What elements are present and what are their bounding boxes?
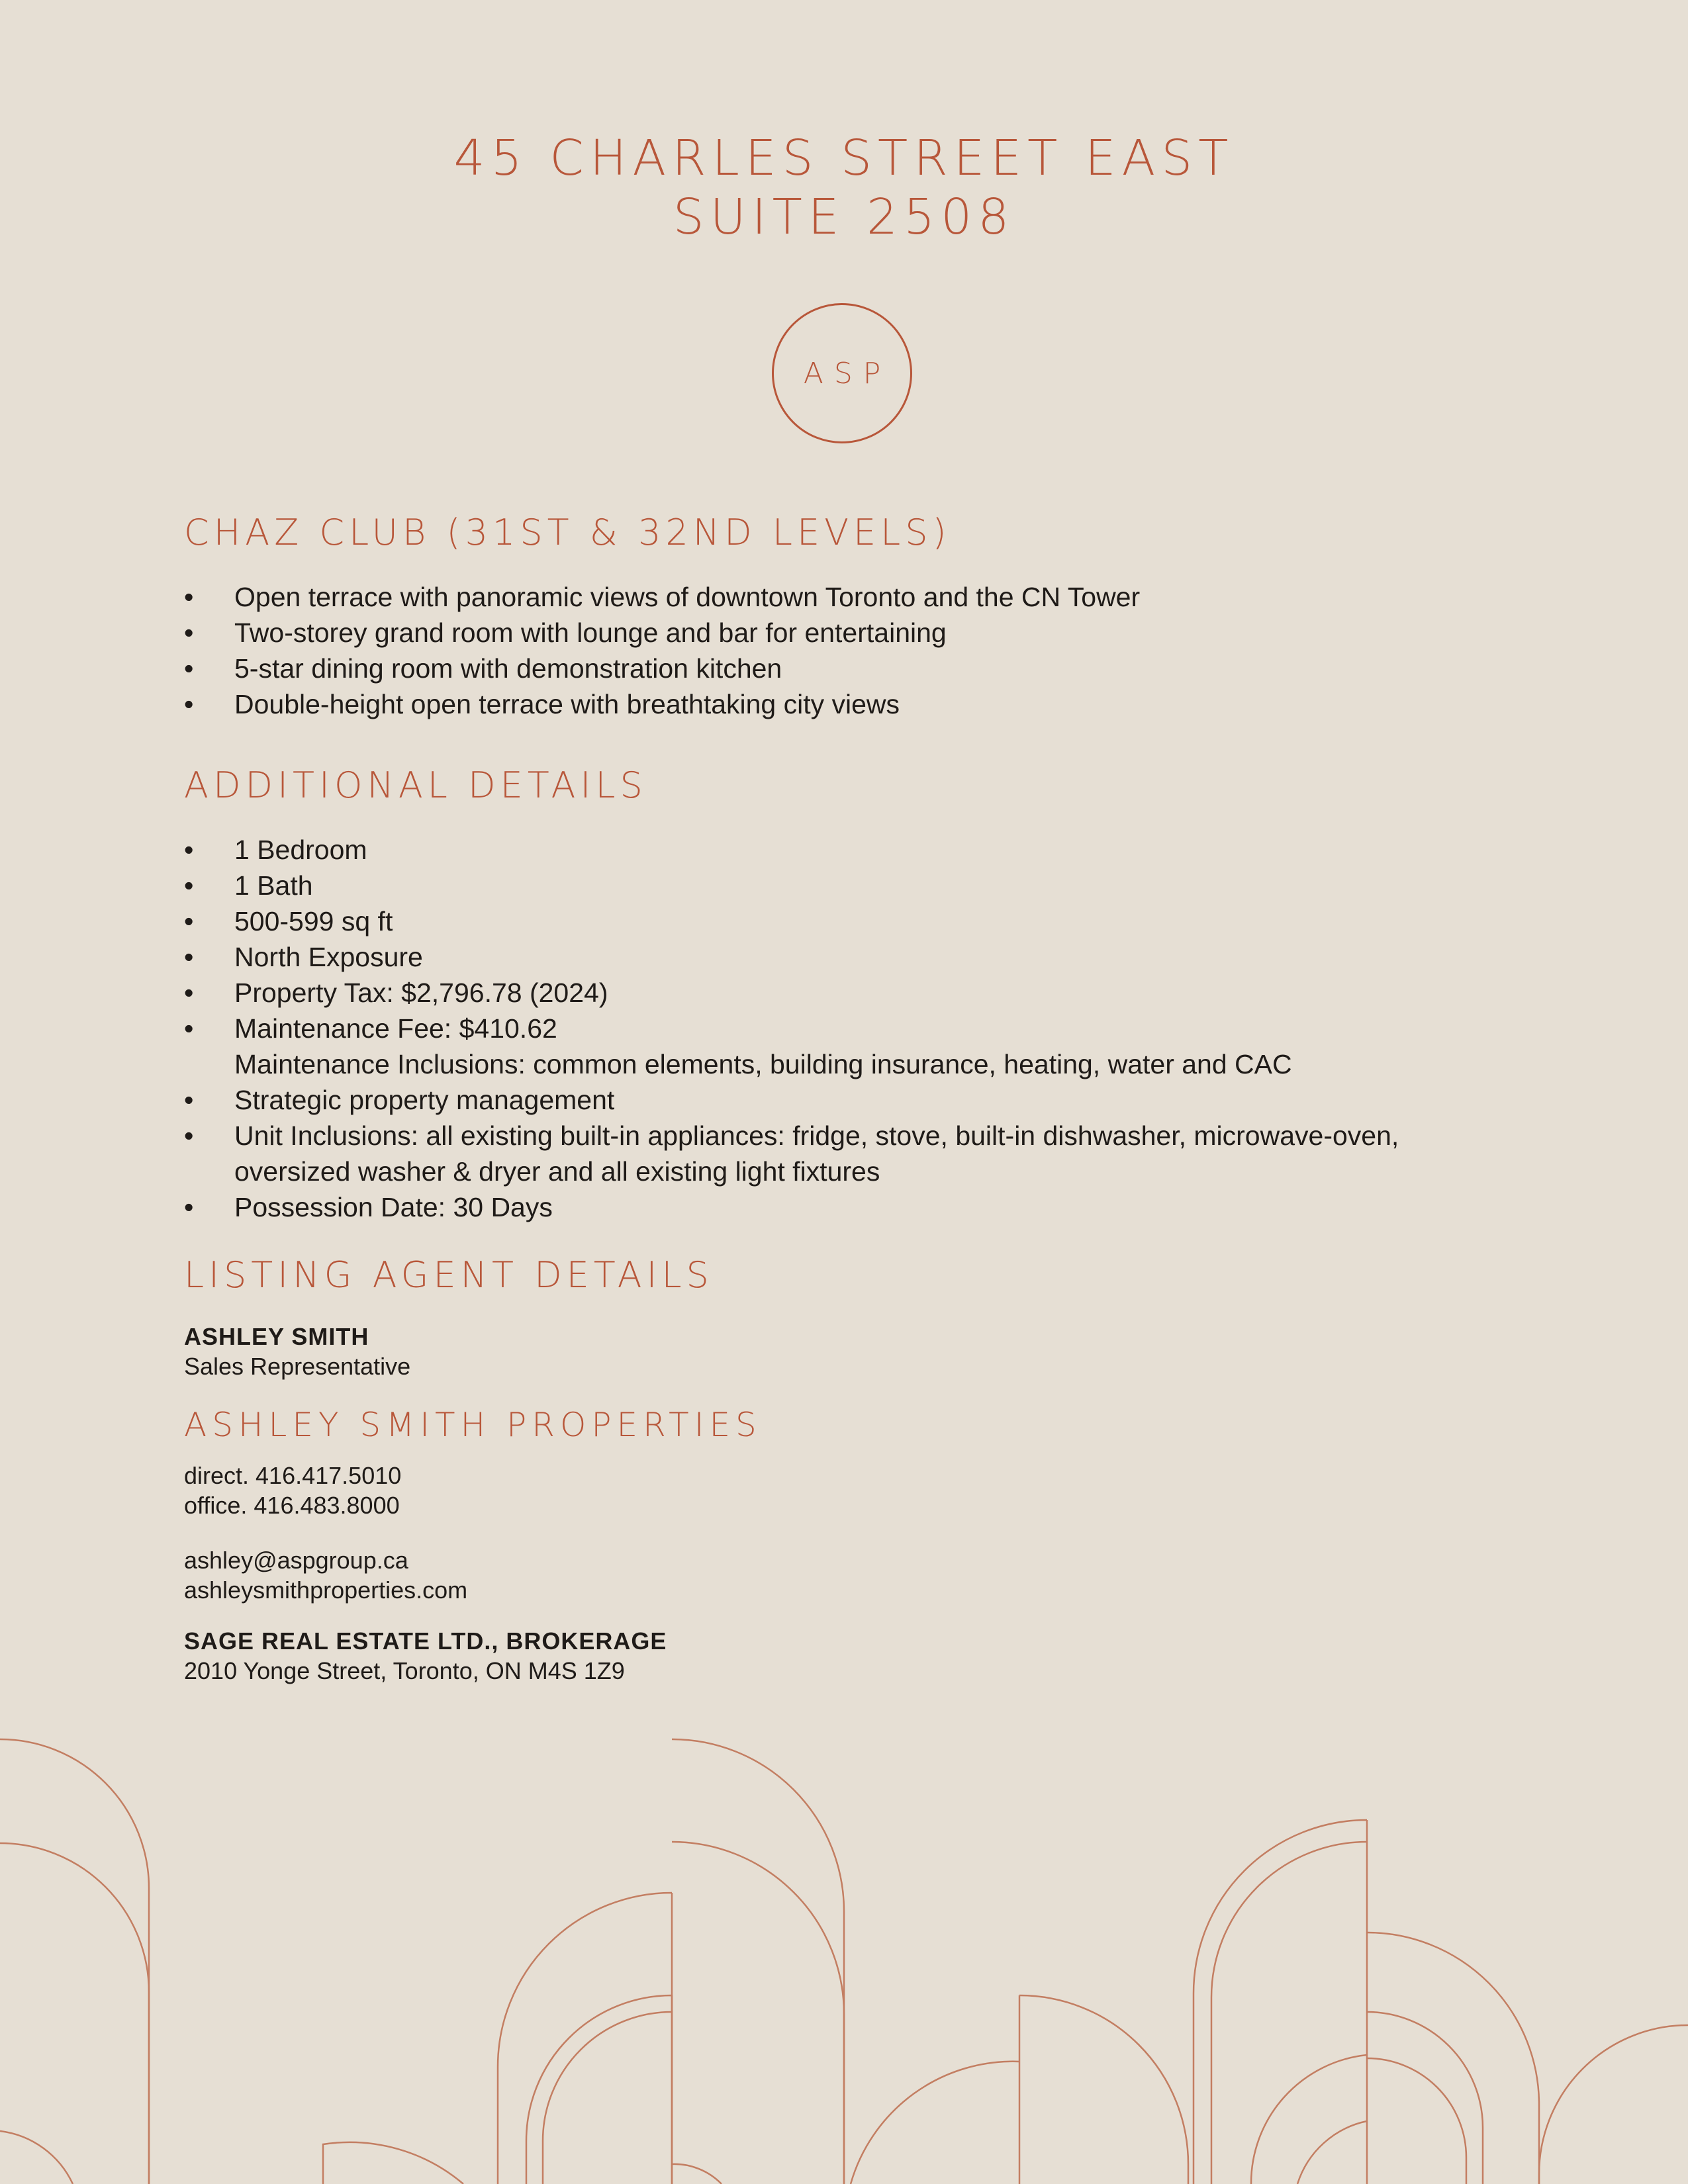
office-phone: office. 416.483.8000: [184, 1492, 400, 1519]
bullet-icon: •: [184, 1192, 194, 1222]
brokerage-block: [184, 1626, 667, 1686]
bullet-icon: •: [184, 835, 194, 865]
list-item-text: Property Tax: $2,796.78 (2024): [234, 978, 608, 1008]
arch-shape: [851, 2062, 1019, 2184]
list-item-text: Two-storey grand room with lounge and bar for entertaining: [234, 617, 947, 648]
arch-shape: [498, 1893, 672, 2184]
property-address-title: 45 CHARLES STREET EAST: [453, 130, 1235, 187]
bullet-icon: •: [184, 582, 194, 612]
agent-role: Sales Representative: [184, 1353, 411, 1380]
arch-shape: [1297, 2121, 1367, 2184]
bullet-icon: •: [184, 653, 194, 684]
arch-shape: [323, 2142, 463, 2184]
list-item: [184, 651, 1140, 686]
maintenance-inclusions-text: Maintenance Inclusions: common elements, building insurance, heating, water and CAC: [234, 1049, 1292, 1079]
bullet-icon: •: [184, 617, 194, 648]
arch-shape: [1019, 1995, 1188, 2184]
list-item-text: 1 Bath: [234, 870, 313, 901]
list-item-text: 1 Bedroom: [234, 835, 367, 865]
bullet-icon: •: [184, 689, 194, 719]
list-item-text: North Exposure: [234, 942, 423, 972]
brokerage-name: SAGE REAL ESTATE LTD., BROKERAGE: [184, 1627, 667, 1655]
asp-monogram-logo: [772, 303, 912, 443]
list-item-text: 5-star dining room with demonstration kitchen: [234, 653, 782, 684]
list-item: [184, 1011, 1399, 1082]
arch-shape: [526, 1995, 672, 2184]
list-item-text: Open terrace with panoramic views of downtown Toronto and the CN Tower: [234, 582, 1141, 612]
direct-phone: direct. 416.417.5010: [184, 1462, 402, 1489]
list-item: [184, 1189, 1399, 1225]
agent-name: ASHLEY SMITH: [184, 1323, 369, 1350]
monogram-text: ASP: [803, 356, 892, 390]
bullet-icon: •: [184, 906, 194, 936]
arch-shape: [1539, 2025, 1688, 2184]
list-item-text: 500-599 sq ft: [234, 906, 393, 936]
list-item-text: Maintenance Fee: $410.62: [234, 1013, 557, 1044]
arch-shape: [1367, 2012, 1483, 2184]
chaz-club-heading: CHAZ CLUB (31ST & 32ND LEVELS): [184, 512, 951, 553]
list-item: [184, 615, 1140, 651]
company-name-heading: ASHLEY SMITH PROPERTIES: [184, 1406, 762, 1444]
arch-shape: [0, 1843, 149, 2184]
arch-shape: [0, 2131, 73, 2184]
arch-shape: [0, 1739, 149, 2184]
list-item-text: Possession Date: 30 Days: [234, 1192, 553, 1222]
list-item: [184, 1118, 1399, 1189]
bullet-icon: •: [184, 870, 194, 901]
arch-shape: [543, 2012, 672, 2184]
arch-shape: [1211, 1842, 1367, 2184]
agent-info: [184, 1322, 410, 1381]
arch-shape: [1194, 1820, 1367, 2184]
additional-details-list: [184, 832, 1399, 1225]
list-item: [184, 1082, 1399, 1118]
bullet-icon: •: [184, 1013, 194, 1044]
list-item-text: Strategic property management: [234, 1085, 615, 1115]
list-item: [184, 579, 1140, 615]
additional-details-heading: ADDITIONAL DETAILS: [184, 764, 647, 806]
agent-email-link[interactable]: ashley@aspgroup.ca: [184, 1547, 408, 1574]
list-item-text: Double-height open terrace with breathtaking city views: [234, 689, 900, 719]
agent-phone-block: [184, 1461, 401, 1520]
agent-contact-block: [184, 1545, 467, 1605]
brokerage-address: 2010 Yonge Street, Toronto, ON M4S 1Z9: [184, 1657, 625, 1684]
bullet-icon: •: [184, 978, 194, 1008]
list-item: [184, 832, 1399, 868]
unit-inclusions-continued-text: oversized washer & dryer and all existing light fixtures: [234, 1156, 880, 1187]
bullet-icon: •: [184, 942, 194, 972]
list-item: [184, 868, 1399, 903]
list-item: [184, 975, 1399, 1011]
arch-shape: [1367, 2058, 1466, 2184]
arch-shape: [672, 1739, 844, 2184]
list-item: [184, 903, 1399, 939]
bullet-icon: •: [184, 1085, 194, 1115]
arch-shape: [672, 1842, 844, 2184]
list-item: [184, 939, 1399, 975]
suite-number-title: SUITE 2508: [673, 189, 1015, 246]
chaz-club-list: [184, 579, 1140, 722]
arch-shape: [1251, 2055, 1367, 2184]
bullet-icon: •: [184, 1120, 194, 1151]
agent-website-link[interactable]: ashleysmithproperties.com: [184, 1576, 468, 1604]
list-item-text: Unit Inclusions: all existing built-in appliances: fridge, stove, built-in dishwasher, microwave-oven,: [234, 1120, 1399, 1151]
arch-shape: [1367, 1933, 1539, 2184]
arch-shape: [672, 2164, 722, 2184]
listing-agent-heading: LISTING AGENT DETAILS: [184, 1254, 714, 1296]
list-item: [184, 686, 1140, 722]
